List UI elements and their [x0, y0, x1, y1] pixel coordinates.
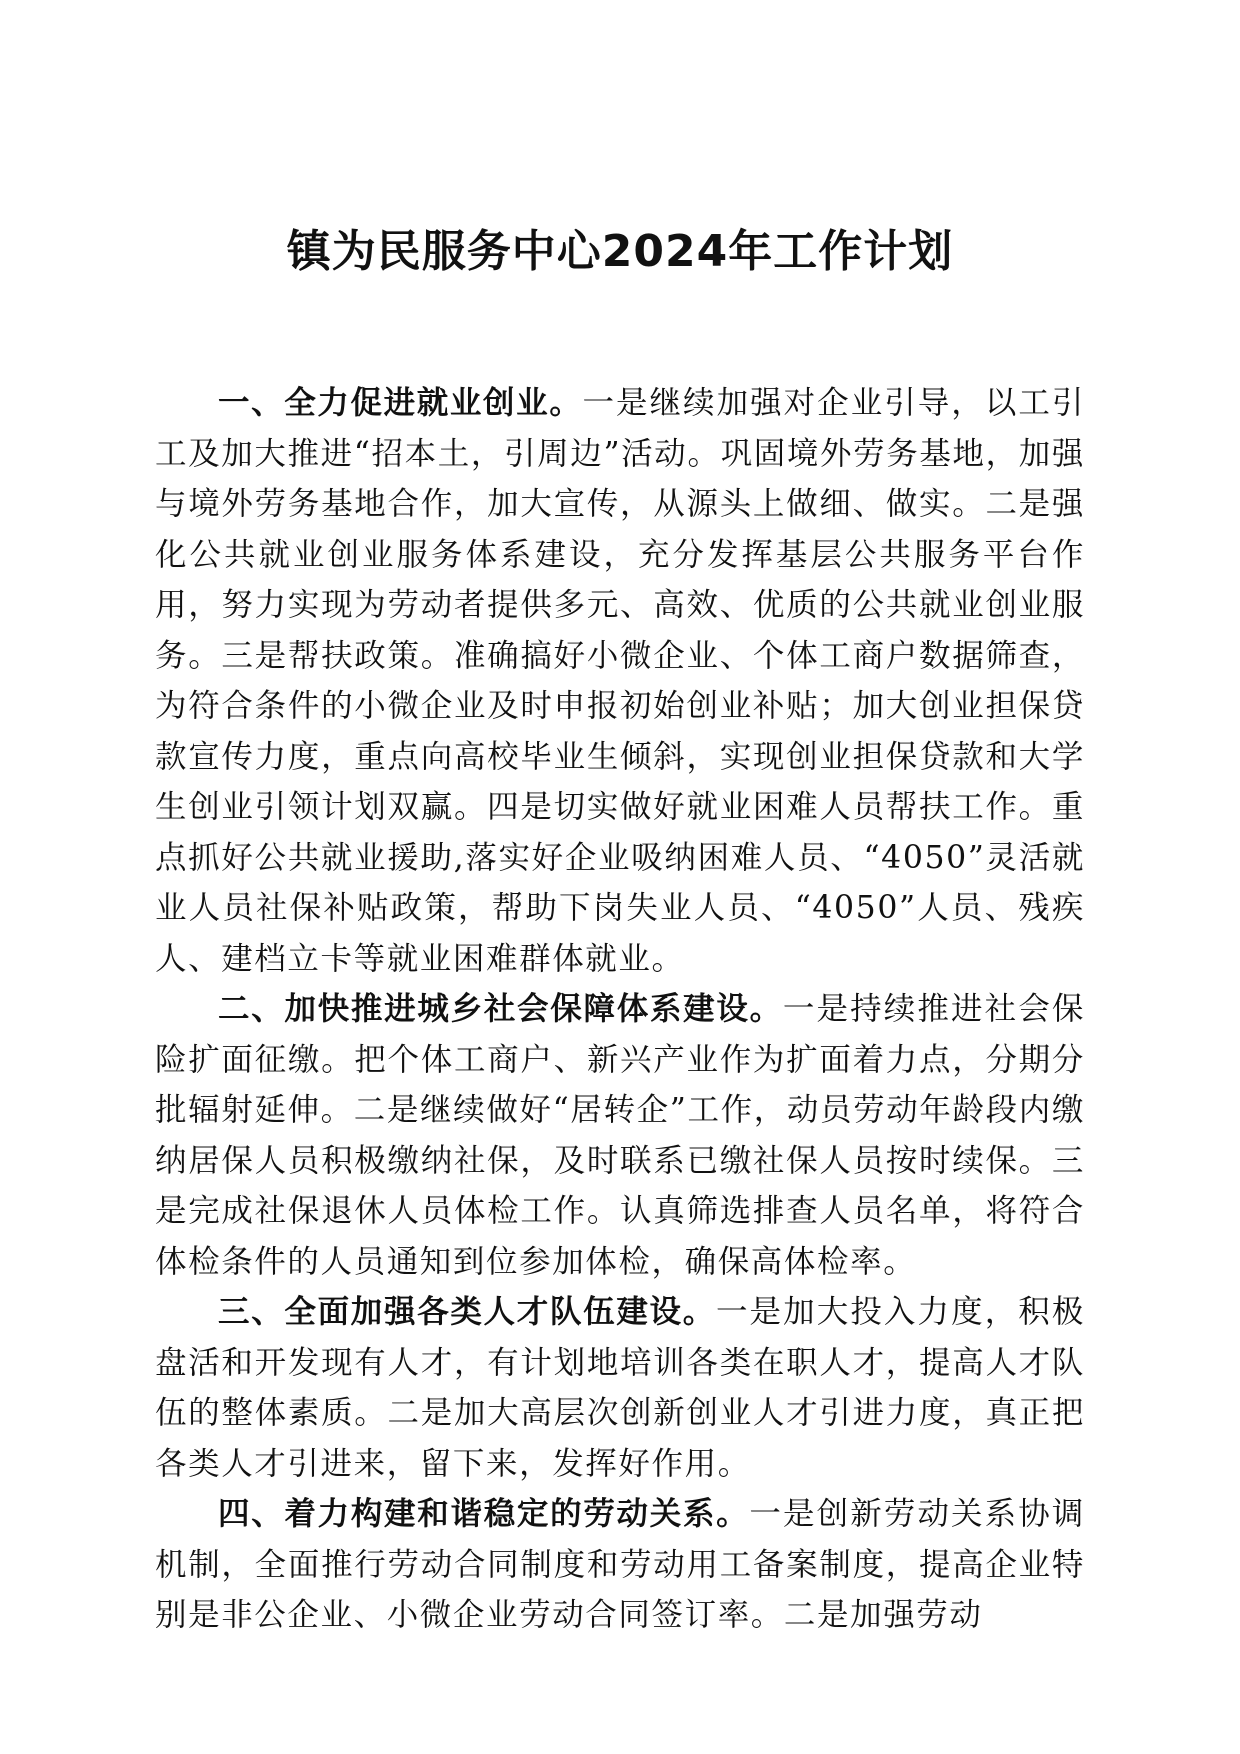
section-heading: 二、加快推进城乡社会保障体系建设。	[218, 991, 783, 1027]
section-labor-relations	[155, 1489, 1085, 1641]
section-text: 一是加大投入力度，积极盘活和开发现有人才，有计划地培训各类在职人才，提高人才队伍的整体素质。二是加大高层次创新创业人才引进力度，真正把各类人才引进来，留下来，发挥好作用。	[155, 1294, 1085, 1482]
document-title: 镇为民服务中心2024年工作计划	[286, 226, 954, 277]
section-heading: 一、全力促进就业创业。	[218, 385, 583, 421]
section-text: 一是创新劳动关系协调机制，全面推行劳动合同制度和劳动用工备案制度，提高企业特别是非公企业、小微企业劳动合同签订率。二是加强劳动	[155, 1496, 1085, 1633]
section-heading: 四、着力构建和谐稳定的劳动关系。	[218, 1496, 750, 1532]
section-heading: 三、全面加强各类人才队伍建设。	[218, 1294, 716, 1330]
section-text: 一是持续推进社会保险扩面征缴。把个体工商户、新兴产业作为扩面着力点，分期分批辐射延伸。二是继续做好“居转企”工作，动员劳动年龄段内缴纳居保人员积极缴纳社保，及时联系已缴社保人员按时续保。三是完成社保退休人员体检工作。认真筛选排查人员名单，将符合体检条件的人员通知到位参加体检，确保高体检率。	[155, 991, 1085, 1280]
section-talent	[155, 1287, 1085, 1489]
section-text: 一是继续加强对企业引导，以工引工及加大推进“招本土，引周边”活动。巩固境外劳务基地，加强与境外劳务基地合作，加大宣传，从源头上做细、做实。二是强化公共就业创业服务体系建设，充分发挥基层公共服务平台作用，努力实现为劳动者提供多元、高效、优质的公共就业创业服务。三是帮扶政策。准确搞好小微企业、个体工商户数据筛查，为符合条件的小微企业及时申报初始创业补贴；加大创业担保贷款宣传力度，重点向高校毕业生倾斜，实现创业担保贷款和大学生创业引领计划双赢。四是切实做好就业困难人员帮扶工作。重点抓好公共就业援助,落实好企业吸纳困难人员、“4050”灵活就业人员社保补贴政策，帮助下岗失业人员、“4050”人员、残疾人、建档立卡等就业困难群体就业。	[155, 385, 1085, 977]
document-body	[155, 378, 1085, 1641]
section-social-security	[155, 984, 1085, 1287]
section-employment	[155, 378, 1085, 984]
